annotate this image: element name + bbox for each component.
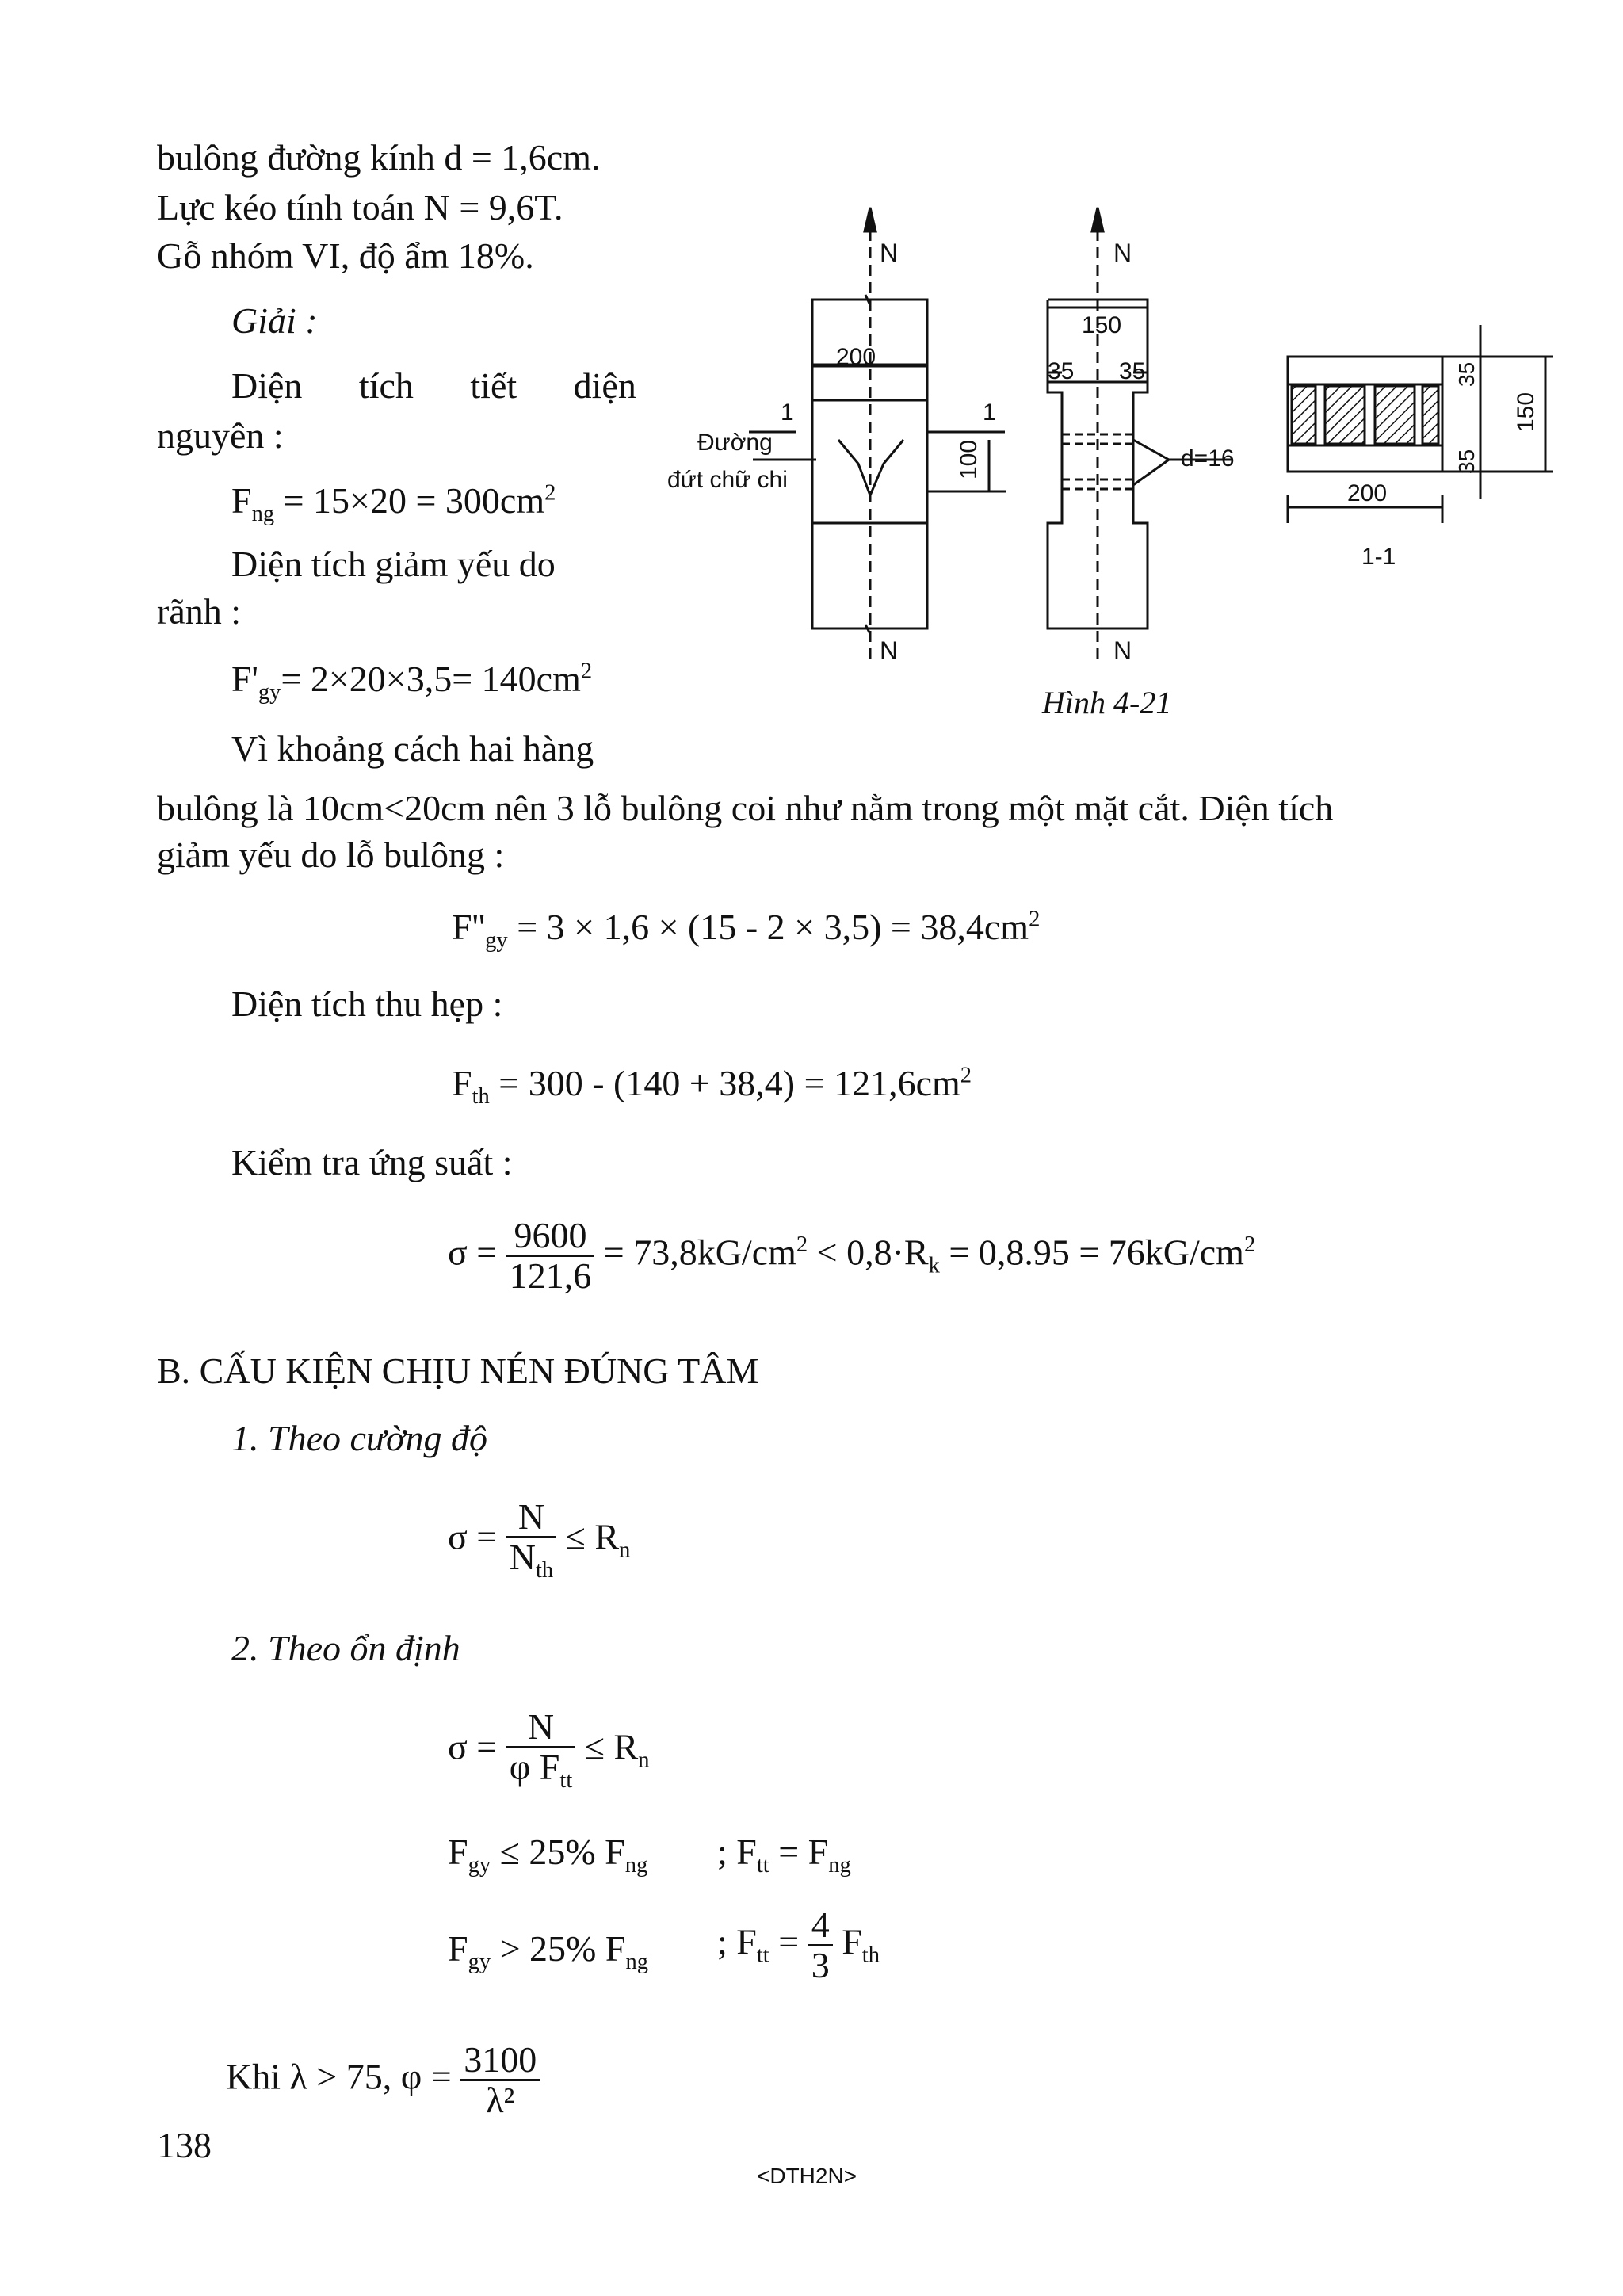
bolt-formula: $F''_{gy} = 3 \times 1,6 \times (15 - 2 \times 3,5) = 38,4cm^2$: [452, 907, 1041, 953]
dim-35-section-bottom: 35: [1454, 449, 1479, 474]
dim-35-right: 35: [1119, 358, 1146, 384]
stress-fraction: $\frac{9600}{121,6}$: [506, 1217, 595, 1296]
dim-150: 150: [1082, 312, 1122, 338]
force-label-top-left: N: [880, 239, 899, 267]
bolt-text-line-2: bulông là 10cm<20cm nên 3 lỗ bulông coi như nằm trong một mặt cắt. Diện tích: [157, 788, 1334, 828]
middle-view: [1048, 208, 1232, 666]
section-label: 1-1: [1361, 544, 1396, 570]
page-number: 138: [157, 2125, 212, 2165]
stress-check-label: Kiểm tra ứng suất :: [231, 1142, 513, 1182]
area-gross-label-a: Diện tích tiết diện: [231, 365, 636, 406]
area-groove-label-a: Diện tích giảm yếu do: [231, 544, 556, 584]
section-b-item-1: 1. Theo cường độ: [231, 1418, 488, 1458]
stress-check-formula: σ = $\frac{9600}{121,6}$ = $73,8kG/cm^2 < 0,8\cdot R_k = 0,8.95 = 76kG/cm^2$: [448, 1215, 1256, 1297]
dashed-line-label-2: đứt chữ chi: [667, 467, 788, 493]
dim-35-section-top: 35: [1454, 361, 1479, 387]
dim-200-section: 200: [1347, 480, 1388, 506]
bolt-label: d=16: [1181, 445, 1235, 472]
dim-35-left: 35: [1048, 358, 1075, 384]
net-area-formula: $F_{th} = 300 - (140 + 38,4) = 121,6cm^2$: [452, 1063, 972, 1110]
section-mark-left: 1: [781, 399, 794, 426]
bolt-text-line-1: Vì khoảng cách hai hàng: [231, 728, 594, 769]
intro-line-3: Gỗ nhóm VI, độ ẩm 18%.: [157, 235, 534, 276]
dim-100: 100: [956, 439, 982, 479]
footer-mark: <DTH2N>: [757, 2164, 857, 2188]
area-groove-label-b: rãnh :: [157, 591, 242, 632]
lambda-formula: Khi λ > 75, φ = $\frac{3100}{\text{λ²}}$: [226, 2041, 540, 2120]
intro-line-1: bulông đường kính d = 1,6cm.: [157, 137, 601, 178]
dim-150-section: 150: [1513, 392, 1539, 432]
section-b-heading: B. CẤU KIỆN CHỊU NÉN ĐÚNG TÂM: [157, 1350, 759, 1391]
area-groove-formula: $F'_{gy}= 2\times 20\times 3,5= 140cm^2$: [231, 659, 593, 705]
net-area-label: Diện tích thu hẹp :: [231, 984, 503, 1024]
section-mark-right: 1: [983, 399, 996, 426]
arrow-up-icon: [1092, 208, 1103, 231]
section-b-item-2: 2. Theo ổn định: [231, 1628, 460, 1668]
solution-heading: Giải :: [231, 300, 318, 341]
area-gross-label-b: nguyên :: [157, 415, 284, 456]
condition-2-result: ; $F_{tt}$ = $\frac{4}{3}$ $F_{th}$: [717, 1904, 880, 1986]
left-view: [749, 208, 1006, 666]
condition-1-result: ; $F_{tt} = F_{ng}$: [717, 1832, 851, 1878]
formula-stability: σ = $\frac{N}{\varphi F_{tt}}$ ≤ $R_n$: [448, 1706, 650, 1794]
bolt-text-line-3: giảm yếu do lỗ bulông :: [157, 835, 505, 875]
condition-2: $F_{gy} > 25\%$ $F_{ng}$: [448, 1928, 648, 1975]
dashed-line-label-1: Đường: [697, 430, 773, 456]
intro-line-2: Lực kéo tính toán N = 9,6T.: [157, 187, 563, 227]
force-label-bottom-middle: N: [1113, 636, 1132, 665]
arrow-up-icon: [865, 208, 876, 231]
formula-strength: σ = $\frac{N}{N_{th}}$ ≤ $R_n$: [448, 1496, 631, 1584]
condition-1: $F_{gy} \le 25\%$ $F_{ng}$: [448, 1832, 648, 1878]
force-label-bottom-left: N: [880, 636, 899, 665]
figure-4-21: [650, 202, 1577, 725]
force-label-top-middle: N: [1113, 239, 1132, 267]
figure-caption: Hình 4-21: [1042, 685, 1172, 720]
dim-200-left: 200: [836, 344, 876, 370]
area-gross-formula: $F_{ng} = 15\times 20 = 300cm^2$: [231, 480, 556, 527]
